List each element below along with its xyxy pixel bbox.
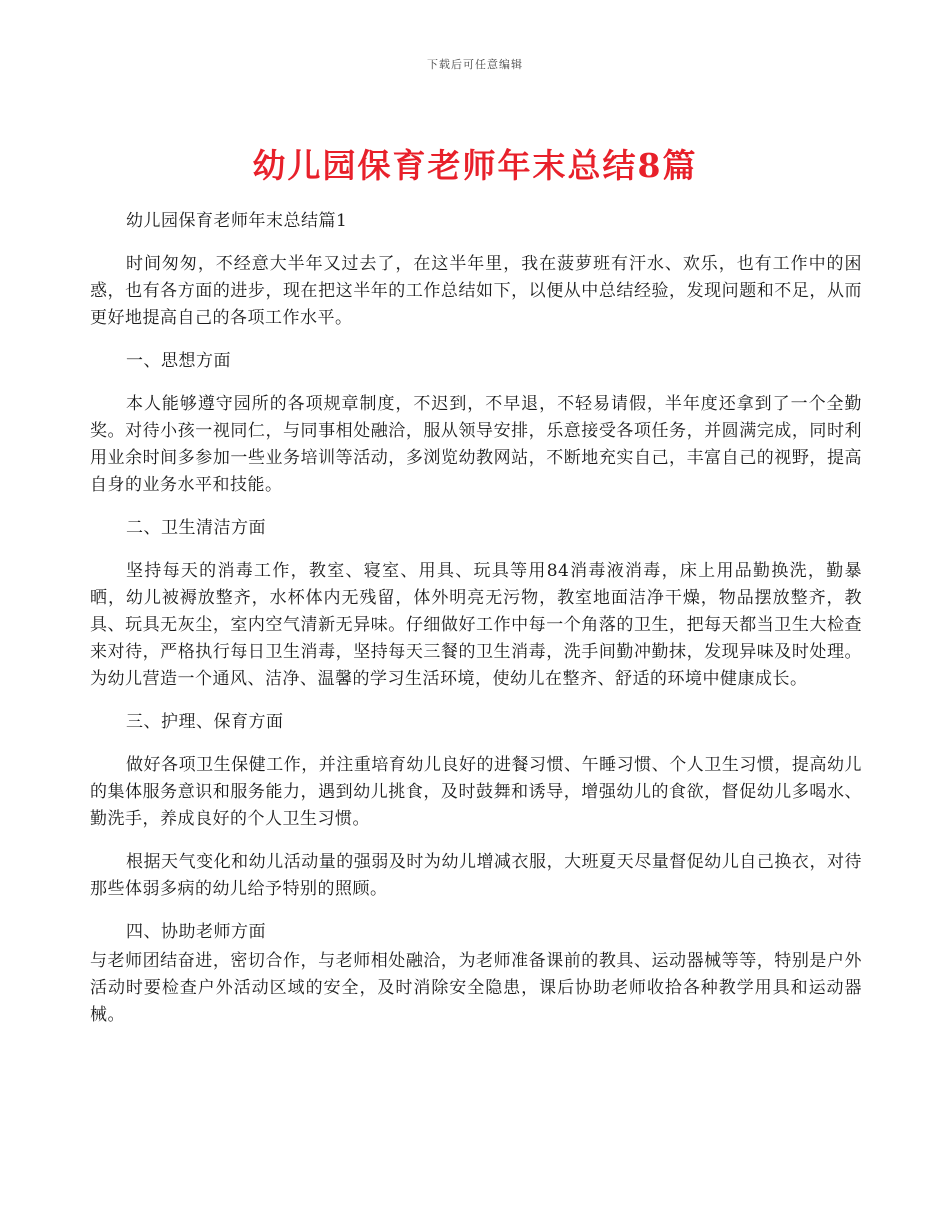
section4-heading: 四、协助老师方面 (126, 922, 266, 942)
document-body (90, 208, 862, 1029)
section4-paragraph: 与老师团结奋进，密切合作，与老师相处融洽，为老师准备课前的教具、运动器械等等，特别是户外活动时要检查户外活动区域的安全，及时消除安全隐患，课后协助老师收拾各种教学用具和运动器械。 (90, 951, 862, 1025)
page-header: 下载后可任意编辑 (427, 58, 523, 71)
document-title: 幼儿园保育老师年末总结8篇 (252, 146, 698, 185)
section2-paragraph: 坚持每天的消毒工作，教室、寝室、用具、玩具等用84消毒液消毒，床上用品勤换洗，勤暴晒，幼儿被褥放整齐，水杯体内无残留，体外明亮无污物，教室地面洁净干燥，物品摆放整齐，教具、玩具无灰尘，室内空气清新无异味。仔细做好工作中每一个角落的卫生，把每天都当卫生大检查来对待，严格执行每日卫生消毒，坚持每天三餐的卫生消毒，洗手间勤冲勤抹，发现异味及时处理。为幼儿营造一个通风、洁净、温馨的学习生活环境，使幼儿在整齐、舒适的环境中健康成长。 (90, 561, 862, 689)
intro-paragraph: 时间匆匆，不经意大半年又过去了，在这半年里，我在菠萝班有汗水、欢乐，也有工作中的困惑，也有各方面的进步，现在把这半年的工作总结如下，以便从中总结经验，发现问题和不足，从而更好地提高自己的各项工作水平。 (90, 254, 862, 328)
section2-heading: 二、卫生清洁方面 (126, 518, 266, 538)
section-subtitle: 幼儿园保育老师年末总结篇1 (126, 211, 348, 231)
section1-heading: 一、思想方面 (126, 351, 231, 371)
section3-paragraph-1: 做好各项卫生保健工作，并注重培育幼儿良好的进餐习惯、午睡习惯、个人卫生习惯，提高幼儿的集体服务意识和服务能力，遇到幼儿挑食，及时鼓舞和诱导，增强幼儿的食欲，督促幼儿多喝水、勤洗手，养成良好的个人卫生习惯。 (90, 755, 862, 829)
section3-heading: 三、护理、保育方面 (126, 712, 284, 732)
section3-paragraph-2: 根据天气变化和幼儿活动量的强弱及时为幼儿增减衣服，大班夏天尽量督促幼儿自己换衣，对待那些体弱多病的幼儿给予特别的照顾。 (90, 852, 862, 899)
section1-paragraph: 本人能够遵守园所的各项规章制度，不迟到，不早退，不轻易请假，半年度还拿到了一个全勤奖。对待小孩一视同仁，与同事相处融洽，服从领导安排，乐意接受各项任务，并圆满完成，同时利用业余时间多参加一些业务培训等活动，多浏览幼教网站，不断地充实自己，丰富自己的视野，提高自身的业务水平和技能。 (90, 394, 862, 495)
